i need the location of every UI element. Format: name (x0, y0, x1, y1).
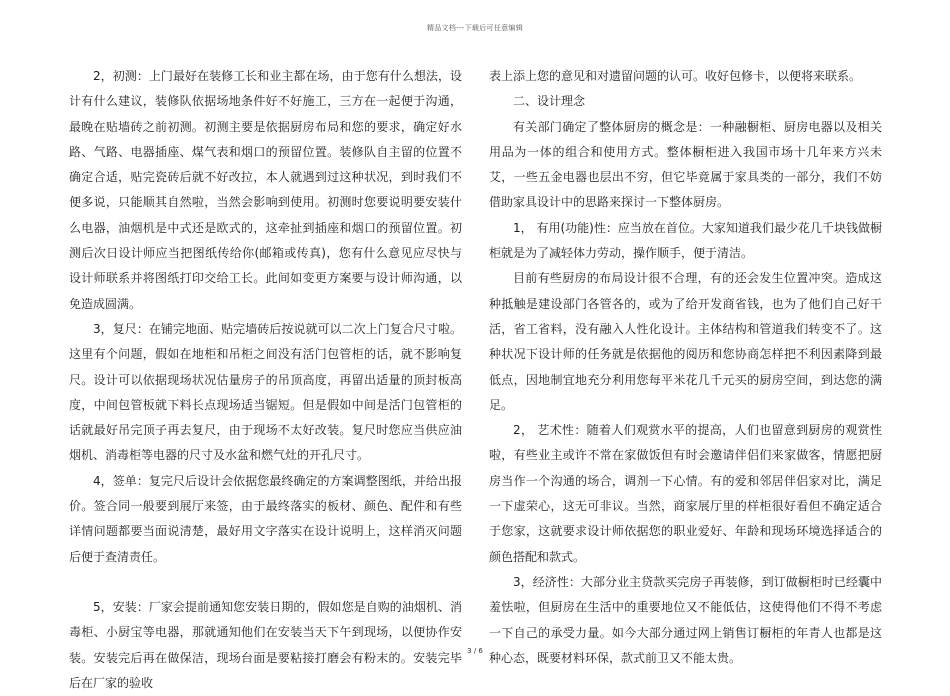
paragraph-sign-contract: 4，签单：复完尺后设计会依据您最终确定的方案调整图纸，并给出报价。签合同一般要到展厅来签，由于最终落实的板材、颜色、配件和有些详情问题都要当面说清楚，最好用文字落实在设计说明上，这样消灭问题后便于查清责任。 (69, 473, 462, 564)
page-header: 精品文档---下载后可任意编辑 (426, 24, 524, 32)
page-number: 3 / 6 (467, 647, 483, 655)
paragraph-installation: 5，安装：厂家会提前通知您安装日期的，假如您是自购的油烟机、消毒柜、小厨宝等电器，那就通知他们在安装当天下午到现场，以便协作安装。安装完后再在做保洁，现场台面是要粘接打磨会有粉末的。安装完毕后在厂家的验收 (69, 599, 462, 690)
paragraph-concept-intro: 有关部门确定了整体厨房的概念是：一种融橱柜、厨房电器以及相关用品为一体的组合和使用方式。整体橱柜进入我国市场十几年来方兴未艾，一些五金电器也层出不穷，但它毕竟属于家具类的一部分，我们不妨借助家具设计中的思路来探讨一下整体厨房。 (489, 119, 882, 210)
paragraph-artistry: 2， 艺术性：随着人们观赏水平的提高，人们也留意到厨房的观赏性啦，有些业主或许不常在家做饭但有时会邀请伴侣们来家做客，情愿把厨房当作一个沟通的场合，调剂一下心情。有的爱和邻居伴侣家对比，满足一下虚荣心，这无可非议。当然，商家展厅里的样柜很好看但不确定适合于您家，这就要求设计师依据您的职业爱好、年龄和现场环境选择适合的颜色搭配和款式。 (489, 423, 882, 564)
paragraph-remeasure: 3，复尺：在铺完地面、贴完墙砖后按说就可以二次上门复合尺寸啦。这里有个问题，假如在地柜和吊柜之间没有活门包管柜的话，就不影响复尺。设计可以依据现场状况估量房子的吊顶高度，再留出适量的顶封板高度，中间包管板就下料长点现场适当锯短。但是假如中间是活门包管柜的话就最好吊完顶子再去复尺，由于现场不太好改装。复尺时您应当供应油烟机、消毒柜等电器的尺寸及水盆和燃气灶的开孔尺寸。 (69, 321, 462, 463)
right-column (489, 64, 882, 671)
paragraph-functionality: 1， 有用(功能)性：应当放在首位。大家知道我们最少花几千块钱做橱柜就是为了减轻体力劳动，操作顺手，便于清洁。 (489, 220, 882, 261)
section-heading-design-concept: 二、设计理念 (513, 94, 586, 109)
paragraph-continuation: 表上添上您的意见和对遗留问题的认可。收好包修卡，以便将来联系。 (489, 69, 862, 83)
paragraph-layout-issues: 目前有些厨房的布局设计很不合理，有的还会发生位置冲突。造成这种抵触是建设部门各管各的，或为了给开发商省钱，也为了他们自己好干活，省工省料，没有融入人性化设计。主体结构和管道我们转变不了。这种状况下设计师的任务就是依据他的阅历和您协商怎样把不利因素降到最低点，因地制宜地充分利用您每平米花几千元买的厨房空间，到达您的满足。 (489, 271, 882, 412)
paragraph-initial-measure: 2，初测：上门最好在装修工长和业主都在场，由于您有什么想法，设计有什么建议，装修队依据场地条件好不好施工，三方在一起便于沟通，最晚在贴墙砖之前初测。初测主要是依据厨房布局和您的要求，确定好水路、气路、电器插座、煤气表和烟口的预留位置。装修队自主留的位置不确定合适，贴完瓷砖后就不好改拉，本人就遇到过这种状况，到时我们不便多说，只能顺其自然啦，当然会影响到使用。初测时您要说明要安装什么电器，油烟机是中式还是欧式的，这牵扯到插座和烟口的预留位置。初测后次日设计师应当把图纸传给你(邮箱或传真)，您有什么意见应尽快与设计师联系并将图纸打印交给工长。此间如变更方案要与设计师沟通，以免造成圆满。 (69, 69, 462, 311)
left-column (69, 64, 462, 696)
paragraph-economy: 3，经济性：大部分业主贷款买完房子再装修，到订做橱柜时已经囊中羞怯啦，但厨房在生活中的重要地位又不能低估，这使得他们不得不考虑一下自己的承受力量。如今大部分通过网上销售订橱柜的年青人也都是这种心态，既要材料环保，款式前卫又不能太贵。 (489, 574, 882, 665)
